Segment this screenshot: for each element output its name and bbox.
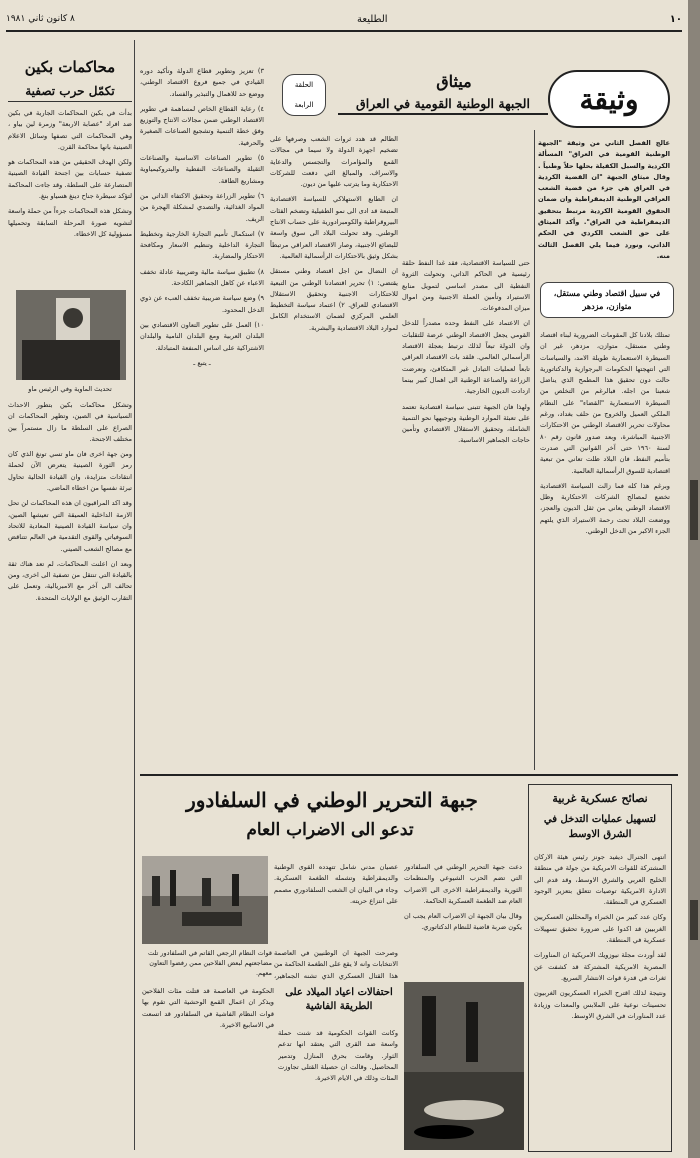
column-rule [134,40,135,1150]
column-rule [534,130,535,770]
newspaper-name: الطليعة [357,13,388,25]
soldiers-photo-icon [142,856,268,944]
document-subheadline: في سبيل اقتصاد وطني مستقل، متوازن، مزدهر [540,282,674,318]
bodies-photo-icon [404,982,524,1150]
beijing-headline: محاكمات بكين [24,58,116,76]
document-big-word: وثيقة [548,70,670,128]
salvador-photo-2 [404,982,524,1150]
mao-portrait-photo [16,290,126,380]
section-rule [140,774,678,776]
document-column-4: ٣) تعزيز وتطوير قطاع الدولة وتأكيد دوره القيادي في جميع فروع الاقتصاد الوطني، ووضع حد للاهمال والتبذير والفساد. ٤) رعاية القطاع الخاص لمساهمة في تطوير الاقتصاد الوطني ضمن مجالات الانتاج والتوزيع وفق خطة التنمية وتشجيع الصناعات الصغيرة والحرفية. ٥) تطوير الصناعات الاساسية والصناعات الثقيلة والصناعات النفطية والبتروكيمياوية ومشاريع الطاقة. ٦) تطوير الزراعة وتحقيق الاكتفاء الذاتي من المواد الغذائية، والتصدي لمشكلة الهجرة من الريف. ٧) استكمال تأميم التجارة الخارجية وتخطيط التجارة الداخلية وتنظيم الاسعار ومكافحة الاحتكار والمضاربة. ٨) تطبيق سياسة مالية وضريبية عادلة تخفف الاعباء عن كاهل الجماهير الكادحة. ٩) وضع سياسة ضريبية تخفف العبء عن ذوي الدخل المحدود. ١٠) العمل على تطوير التعاون الاقتصادي بين البلدان العربية ومع البلدان النامية والبلدان الاشتراكية على اساس المنفعة المتبادلة. ـ يتبع ـ [140,66,264,770]
document-column-1: تمتلك بلادنا كل المقومات الضرورية لبناء اقتصاد وطني مستقل، متوازن، مزدهر، غير ان السيطرة الاستعمارية طويلة الامد، والسياسات التي انتهجتها الحكومات البرجوازية والدكتاتورية حالت دون تحقيق هذا المطمح الذي يناضل شعبنا من اجله. فبالرغم من التخلص من السيطرة الاستعمارية "القضاء" على النظام الملكي العميل والخروج من حلف بغداد، ورغم محاولات تحرير الاقتصاد الوطني من الاحتكارات الاجنبية المباشرة، وبعد صدور قانون رقم ٨٠ لسنة ١٩٦٠ حتى آخر القوانين التي صدرت بتأميم النفط، فان البلاد ظلت تعاني من تبعية اقتصادية للسوق الرأسمالية العالمية. وبرغم هذا كله فما زالت السياسة الاقتصادية تخضع لمصالح الشركات الاحتكارية وظل الاقتصاد الوطني يعاني من ثقل الديون والعجز، ووضعت البلاد تحت رحمة الاستيراد الذي يلتهم الجزء الاكبر من الدخل الوطني. [540,331,670,536]
page-edge [688,0,700,1158]
beijing-subheadline: تكمّل حرب تصفية [8,84,132,102]
page-number: ١٠ [669,13,682,25]
issue-date: ٨ كانون ثاني ١٩٨١ [6,14,75,24]
advice-subheadline: لتسهيل عمليات التدخل في الشرق الاوسط [543,814,657,840]
anniversary-column-1: الحكومة في العاصمة قد قتلت مئات الفلاحين ويذكر ان اعمال القمع الوحشية التي تقوم بها قوات النظام الفاشية في السلفادور قد اتسعت في الاسابيع الاخيرة. [142,987,274,1029]
portrait-photo-icon [16,290,126,380]
document-column-2: حتى للسياسة الاقتصادية، فقد غدا النفط حلقة رئيسية في الحاكم الذاتي، وتحولت الثروة النفطية الى مصدر اساسي لتمويل منابع الاستيراد وتأمين العملة الاجنبية ومن اموال ميزان المدفوعات. ان الاعتماد على النفط وحده مصدراً للدخل القومي يجعل الاقتصاد الوطني عرضة للتقلبات وان الدولة تبعاً لذلك ترتبط بعجلة الاقتصاد الرأسمالي العالمي. فلقد بات الاقتصاد العراقي تابعاً لعمليات التبادل غير المتكافئ، وتعرضت الزراعة والصناعة الوطنية الى اهمال كبير بينما ازدادت الديون الخارجية. ولهذا فان الجبهة تتبنى سياسة اقتصادية تعتمد على تعبئة الموارد الوطنية وتوجيهها نحو التنمية الشاملة، وتحقيق الاستقلال الاقتصادي وتأمين حاجات الجماهير الاساسية. [402,259,530,445]
salvador-column-3: وصرحت الجبهة ان الوطنيين في العاصمة الانتخابات وانه لا يقع على الطغمة الحاكمة من هذا القتال العسكري الذي تشنه الجماهير، [274,949,398,980]
salvador-column-2: عصيان مدني شامل تتهدده القوى الوطنية والديمقراطية وتشمله الطغمة العسكرية. وجاء في البيان ان الشعب السلفادوري مصمم على انتزاع حريته. [274,863,398,905]
advice-body: انتهى الجنرال ديفيد جونز رئيس هيئة الاركان المشتركة للقوات الامريكية من جولة في منطقة الخليج العربي والشرق الاوسط، وقد قدم الى الادارة الامريكية توصيات تتعلق بتعزيز الوجود العسكري في المنطقة. وكان عدد كبير من الخبراء والمحللين العسكريين الغربيين قد اكدوا على ضرورة تحقيق تسهيلات عسكرية في المنطقة. لقد أوردت مجلة نيوزويك الامريكية ان المناورات المصرية الامريكية المشتركة قد كشفت عن ثغرات في قدرة قوات الانتشار السريع. ونتيجة لذلك اقترح الخبراء العسكريون الغربيون تحسينات نوعية على الملابس والمعدات وزيادة عدد المناورات في الشرق الاوسط. [534,853,666,1020]
document-headline [280,66,672,124]
document-kicker: ميثاق [436,72,472,91]
anniversary-column-2: وكانت القوات الحكومية قد شنت حملة واسعة ضد القرى التي يعتقد انها تدعم الثوار. وقامت بحرق المنازل وتدمير المحاصيل. وقالت ان حصيلة القتلى تجاوزت المئات وذلك في الايام الاخيرة. [278,1029,398,1083]
salvador-photo-1 [142,856,268,944]
salvador-subheadline: تدعو الى الاضراب العام [246,820,414,840]
salvador-column-1: دعت جبهة التحرير الوطني في السلفادور التي تضم الحزب الشيوعي والمنظمات الثورية والديمقراطية الاخرى الى الاضراب العام ضد الطغمة العسكرية الحاكمة. وقال بيان الجبهة ان الاضراب العام يجب ان يكون ضربة قاضية للنظام الدكتاتوري. [404,863,522,932]
document-title: الجبهة الوطنية القومية في العراق [338,96,548,115]
advice-headline: نصائح عسكرية غربية [552,792,648,805]
anniversary-headline: احتفالات اعياد الميلاد على الطريقة الفاشية [285,987,393,1012]
document-intro: عالج الفصل الثاني من وثيقة "الجبهة الوطنية القومية في العراق" المسألة الكردية والسبل الكفيلة بحلها حلاً وطنياً . وقال ميثاق الجبهة "ان القضية الكردية في العراق هي جزء من قضية الشعب العراقي الوطنية الديمقراطية وان ضمان الحقوق القومية الكردية مرتبط بتحقيق الديمقراطية في العراق". وأكد الميثاق على حق الشعب الكردي في الحكم الذاتي، ونورد فيما يلي الفصل الثالث منه. [538,139,670,260]
salvador-photo-1-caption: قوات النظام الرجعي القاتم في السلفادور تلت مضاجعتهم لبعض الفلاحين ممن رفضوا التعاون معهم. [147,949,272,977]
salvador-headline: جبهة التحرير الوطني في السلفادور [186,788,478,812]
part-label: الحلقة الرابعة [282,74,326,116]
beijing-column-top: بدأت في بكين المحاكمات الجارية في بكين ضد افراد "عصابة الاربعة" وزمرة لين بياو ، وهي المحاكمات التي تصفها وسائل الاعلام الصينية بانها محاكمة القرن. ولكن الهدف الحقيقي من هذه المحاكمات هو تصفية حسابات بين اجنحة القيادة الصينية المتصارعة على السلطة. وقد جاءت المحاكمة لتؤكد سيطرة جناح دينغ هسياو بنغ. وتشكل هذه المحاكمات جزءاً من حملة واسعة لتشويه صورة المرحلة السابقة وتحميلها مسؤولية كل الاخطاء. [8,109,132,238]
document-column-3: الظالم قد هدد ثروات الشعب وصرفها على تضخيم اجهزة الدولة ولا سيما في مجالات القمع والمؤامرات والتجسس والدعاية والاسراف. والمبالغ التي دفعت للشركات الاحتكارية وما يترتب عليها من ديون. ان الطابع الاستهلاكي للسياسة الاقتصادية المتبعة قد ادى الى نمو الطفيلية وتضخم الفئات البيروقراطية والكومبرادورية على حساب الانتاج الوطني. وقد تحولت البلاد الى سوق واسعة للبضائع الاجنبية، وصار الاقتصاد العراقي مرتبطاً بشكل وثيق بالاحتكارات الرأسمالية العالمية. ان النضال من اجل اقتصاد وطني مستقل يقتضي: ١) تحرير اقتصادنا الوطني من التبعية للاحتكارات الاجنبية وتحقيق الاستقلال الاقتصادي للعراق. ٢) اعتماد سياسة التخطيط العلمي المركزي لضمان الاستخدام الكامل لموارد البلاد الاقتصادية والبشرية. [270,135,398,332]
page-header [6,8,682,32]
mao-photo-caption: تحديث الماوية وفي الرئيس ماو [28,385,112,393]
continued-marker: ـ يتبع ـ [193,358,211,367]
beijing-column-bottom: وتشكل محاكمات بكين بتطور الاحداث السياسية في الصين، وتظهر المحاكمات ان الصراع على السلطة ما زال مستمراً بين مختلف الاجنحة. ومن جهة اخرى فان ماو تسي تونغ الذي كان رمز الثورة الصينية يتعرض الآن لحملة انتقادات متزايدة، وان القيادة الحالية تحاول تبرئة نفسها من اخطاء الماضي. وقد اكد المراقبون ان هذه المحاكمات لن تحل الازمة الداخلية العميقة التي تعيشها الصين، وان سياسة القيادة الصينية المعادية للاتحاد السوفياتي والقوى التقدمية في العالم تتناقض مع مصالح الشعب الصيني. وبعد ان اعلنت المحاكمات، لم تعد هناك ثقة بالقيادة التي تنتقل من تصفية الى اخرى، ومن تحالف الى آخر مع الامبريالية، وتعمل على التقارب الوثيق مع الولايات المتحدة. [8,401,132,602]
